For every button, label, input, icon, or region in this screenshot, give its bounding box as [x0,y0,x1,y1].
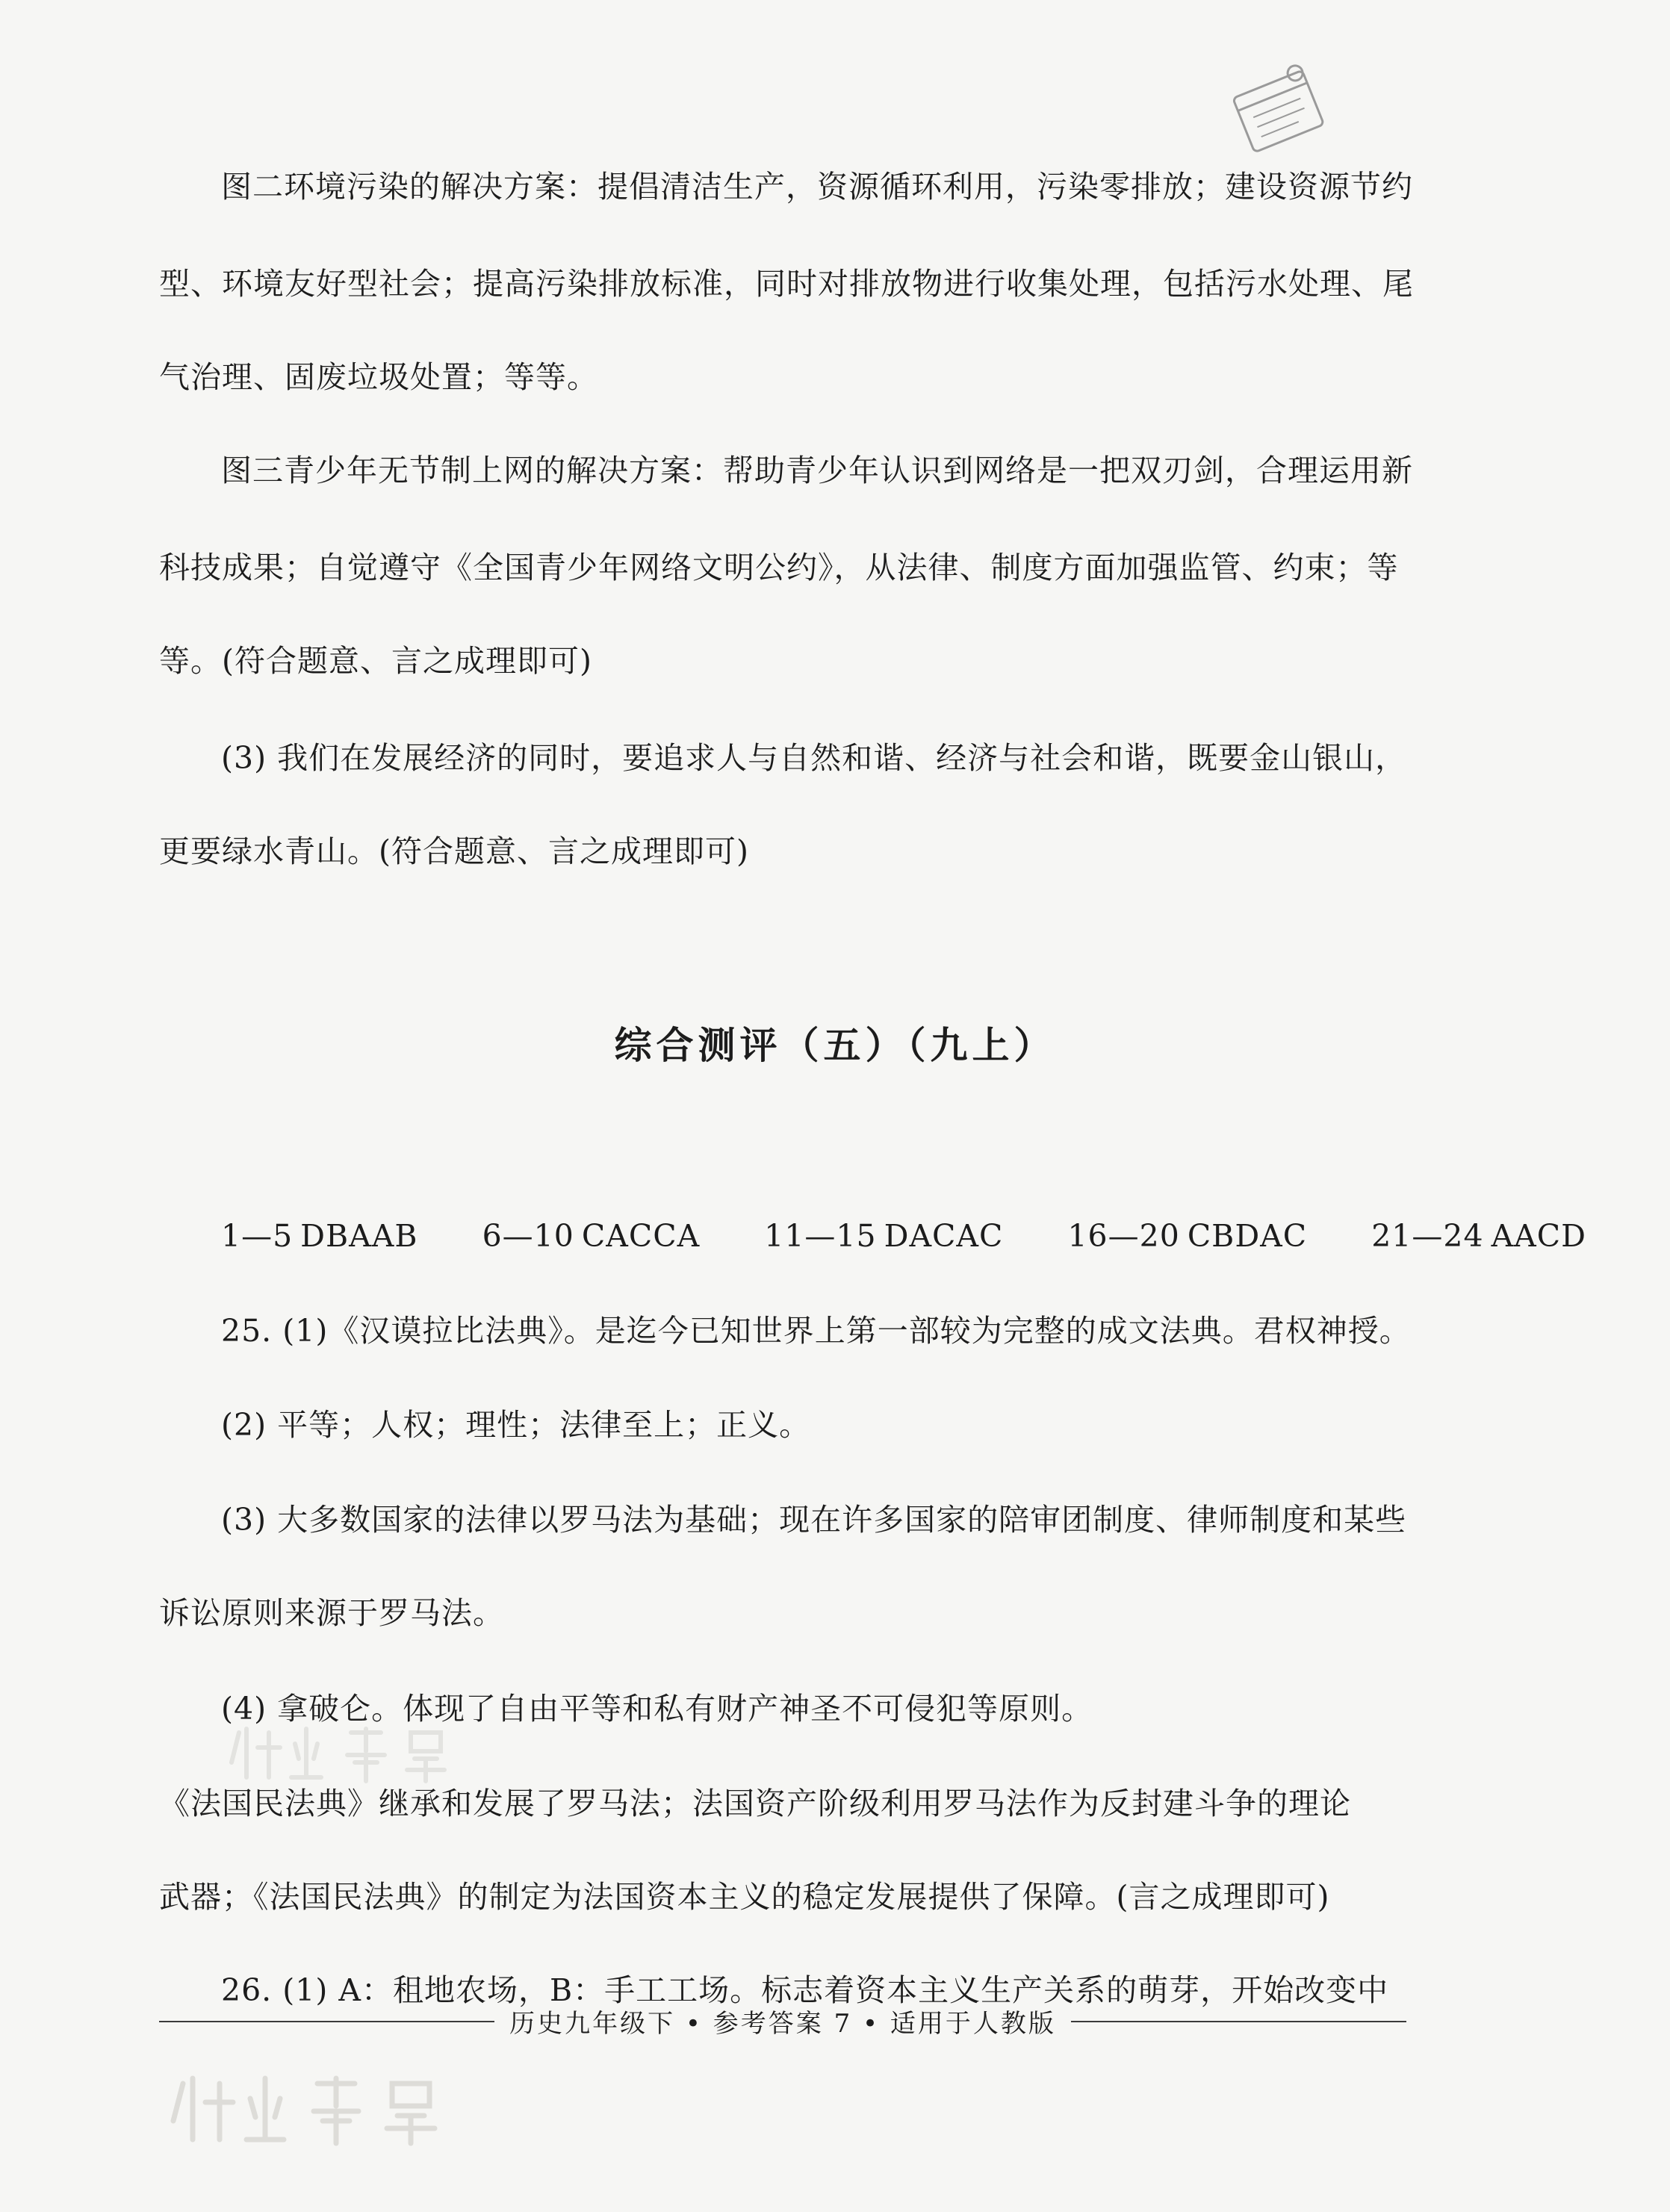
paragraph-line: 型、环境友好型社会；提高污染排放标准，同时对排放物进行收集处理，包括污水处理、尾 [159,266,1414,302]
q25-part5-line1: 《法国民法典》继承和发展了罗马法；法国资产阶级利用罗马法作为反封建斗争的理论 [159,1786,1351,1821]
answer-letters: DBAAB [300,1218,418,1254]
answer-range: 16—20 [1067,1218,1180,1254]
footer-rule-right [1071,2021,1406,2022]
paragraph-line: 等。(符合题意、言之成理即可) [159,643,592,679]
answer-range: 11—15 [764,1218,877,1254]
q25-part3-line1: (3) 大多数国家的法律以罗马法为基础；现在许多国家的陪审团制度、律师制度和某些 [221,1502,1407,1538]
page-footer [159,2003,1406,2039]
q25-part4: (4) 拿破仑。体现了自由平等和私有财产神圣不可侵犯等原则。 [221,1691,1093,1727]
footer-text: 历史九年级下 • 参考答案 7 • 适用于人教版 [509,2009,1056,2039]
q25-part2: (2) 平等；人权；理性；法律至上；正义。 [221,1407,811,1443]
answer-group [482,1214,727,1258]
footer-rule-left [159,2021,494,2022]
q26-part1: 26. (1) A：租地农场，B：手工工场。标志着资本主义生产关系的萌芽，开始改变中 [221,1972,1389,2008]
answer-key [221,1214,1640,1258]
answer-range: 6—10 [482,1218,574,1254]
paragraph-line: 图三青少年无节制上网的解决方案：帮助青少年认识到网络是一把双刃剑，合理运用新 [221,453,1413,488]
watermark-icon [224,1718,493,1785]
paragraph-line: 气治理、固废垃圾处置；等等。 [159,359,598,395]
paragraph-line: 图二环境污染的解决方案：提倡清洁生产，资源循环利用，污染零排放；建设资源节约 [221,169,1413,205]
answer-group [1371,1214,1613,1258]
answer-letters: CBDAC [1187,1218,1308,1254]
paragraph-line: (3) 我们在发展经济的同时，要追求人与自然和谐、经济与社会和谐，既要金山银山， [221,740,1407,776]
answer-range: 1—5 [221,1218,294,1254]
answer-letters: DACAC [884,1218,1004,1254]
answer-group [221,1214,445,1258]
answer-range: 21—24 [1371,1218,1484,1254]
answer-group [764,1214,1030,1258]
q25-part3-line2: 诉讼原则来源于罗马法。 [159,1595,504,1631]
answer-letters: AACD [1491,1218,1587,1254]
watermark-icon [164,2065,493,2147]
paragraph-line: 更要绿水青山。(符合题意、言之成理即可) [159,833,749,869]
paragraph-line: 科技成果；自觉遵守《全国青少年网络文明公约》，从法律、制度方面加强监管、约束；等 [159,550,1399,585]
q25-part1: 25. (1)《汉谟拉比法典》。是迄今已知世界上第一部较为完整的成文法典。君权神授。 [221,1313,1411,1349]
watermark-stamp-icon [1219,52,1338,172]
section-title: 综合测评（五）（九上） [614,1024,1056,1067]
answer-letters: CACCA [581,1218,701,1254]
q25-part5-line2: 武器；《法国民法典》的制定为法国资本主义的稳定发展提供了保障。(言之成理即可) [159,1879,1330,1915]
answer-group [1067,1214,1334,1258]
